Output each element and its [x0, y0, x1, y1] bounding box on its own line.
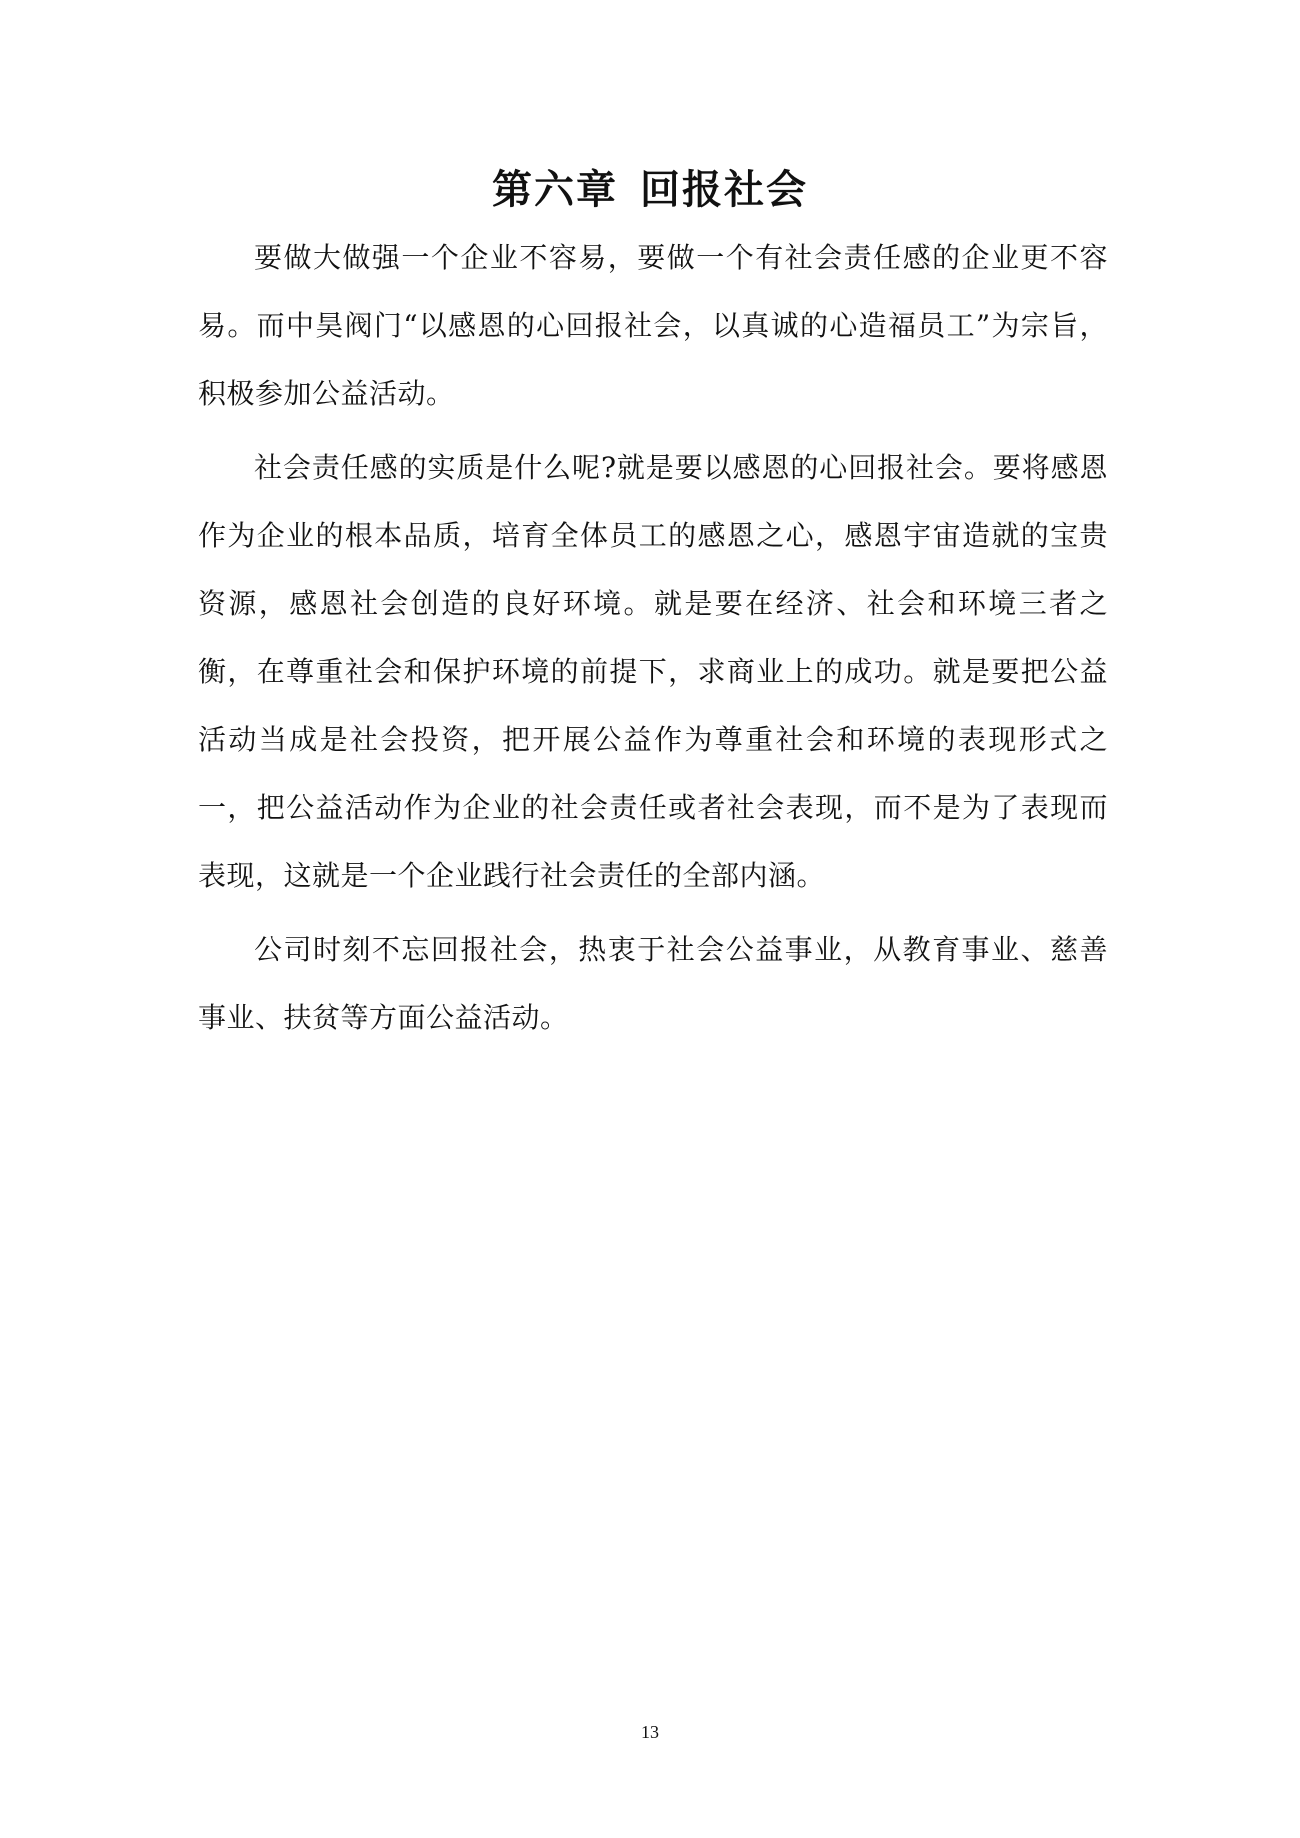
paragraph: 公司时刻不忘回报社会，热衷于社会公益事业，从教育事业、慈善事业、扶贫等方面公益活动。 [198, 933, 1108, 1034]
paragraph: 社会责任感的实质是什么呢?就是要以感恩的心回报社会。要将感恩作为企业的根本品质，培育全体员工的感恩之心，感恩宇宙造就的宝贵资源，感恩社会创造的良好环境。就是要在经济、社会和环境三者之衡，在尊重社会和保护环境的前提下，求商业上的成功。就是要把公益活动当成是社会投资，把开展公益作为尊重社会和环境的表现形式之一，把公益活动作为企业的社会责任或者社会表现，而不是为了表现而表现，这就是一个企业践行社会责任的全部内涵。 [198, 451, 1108, 892]
chapter-name: 回报社会 [640, 167, 808, 213]
document-body [198, 224, 1108, 1058]
chapter-number: 第六章 [492, 167, 618, 213]
page-number: 13 [641, 1722, 659, 1742]
paragraph: 要做大做强一个企业不容易，要做一个有社会责任感的企业更不容易。而中昊阀门“以感恩的心回报社会，以真诚的心造福员工”为宗旨，积极参加公益活动。 [198, 241, 1108, 410]
chapter-title [0, 160, 1300, 220]
